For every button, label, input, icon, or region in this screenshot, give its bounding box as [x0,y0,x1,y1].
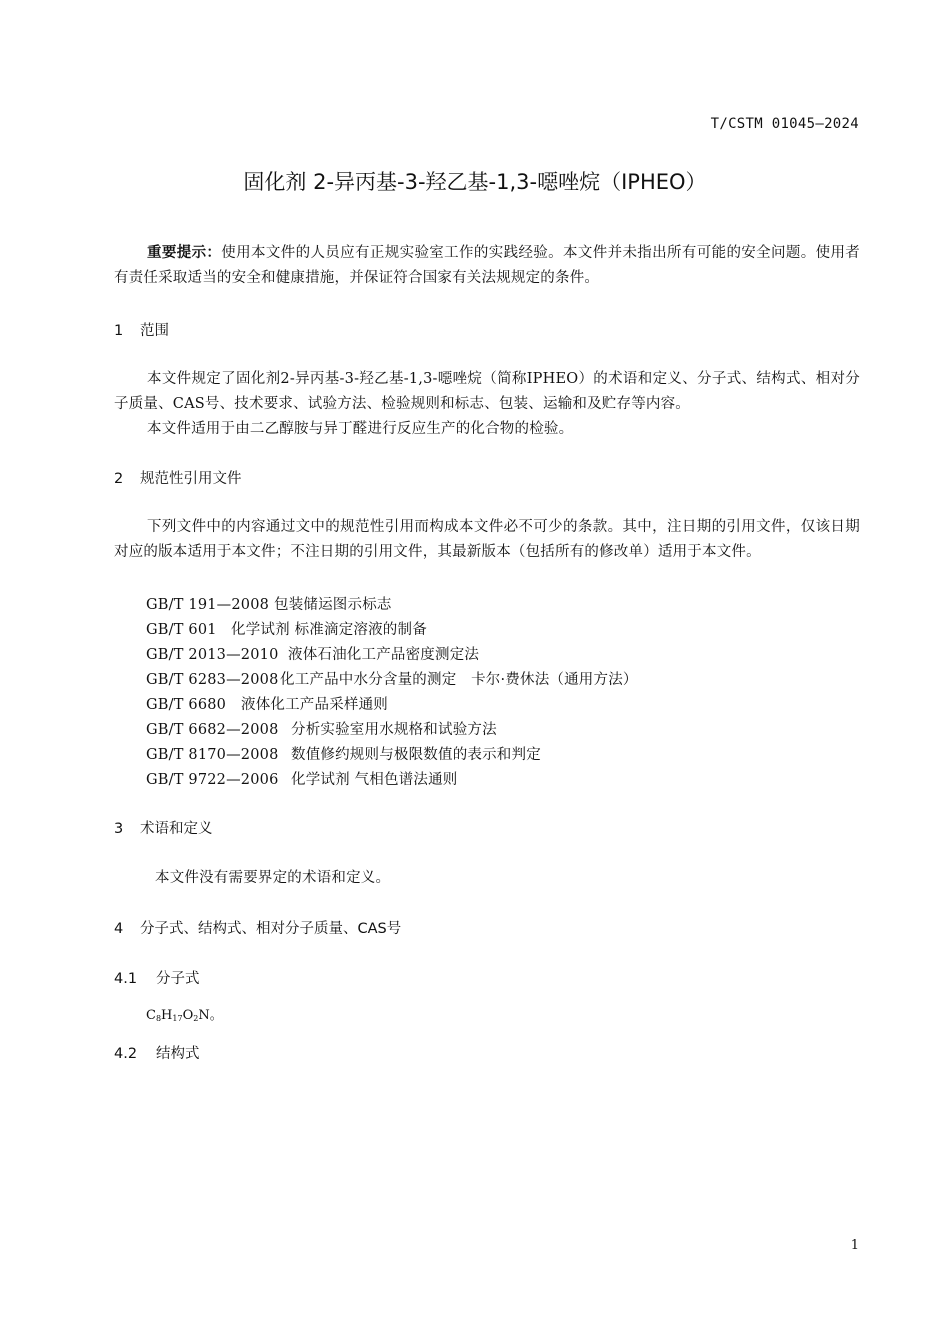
subsection-title: 分子式 [156,971,200,987]
subsection-number: 4.1 [114,971,138,987]
subsection-title: 结构式 [156,1046,200,1062]
safety-notice [114,241,860,291]
reference-name: 液体石油化工产品密度测定法 [288,647,480,663]
reference-code: GB/T 6682—2008 [146,722,279,738]
reference-name: 数值修约规则与极限数值的表示和判定 [291,747,541,763]
reference-code: GB/T 9722—2006 [146,772,279,788]
reference-item [146,768,458,789]
section-title: 规范性引用文件 [140,471,242,487]
reference-code: GB/T 191—2008 [146,597,270,613]
section-title: 术语和定义 [140,821,213,837]
reference-name: 包装储运图示标志 [274,597,392,613]
section-1-heading [114,319,169,340]
reference-item [146,693,388,714]
subsection-4-1-heading [114,967,200,988]
document-code: T/CSTM 01045—2024 [710,116,859,132]
section-4-heading [114,917,401,938]
terms-paragraph: 本文件没有需要界定的术语和定义。 [155,870,391,886]
reference-code: GB/T 601 [146,622,217,638]
reference-name: 分析实验室用水规格和试验方法 [291,722,497,738]
reference-name: 化工产品中水分含量的测定 卡尔·费休法（通用方法） [280,672,638,688]
reference-code: GB/T 2013—2010 [146,647,279,663]
scope-paragraph-1: 本文件规定了固化剂2-异丙基-3-羟乙基-1,3-噁唑烷（简称IPHEO）的术语和定义、分子式、结构式、相对分子质量、CAS号、技术要求、试验方法、检验规则和标志、包装、运输和及贮存等内容。 [114,371,860,412]
section-number: 4 [114,921,124,937]
section-title: 分子式、结构式、相对分子质量、CAS号 [140,921,402,937]
reference-item [146,743,541,764]
reference-name: 化学试剂 气相色谱法通则 [291,772,458,788]
notice-label: 重要提示： [147,245,222,261]
reference-code: GB/T 6680 [146,697,227,713]
section-title: 范围 [140,323,169,339]
reference-name: 液体化工产品采样通则 [241,697,388,713]
reference-name: 化学试剂 标准滴定溶液的制备 [231,622,427,638]
section-number: 3 [114,821,124,837]
section-2-heading [114,467,242,488]
references-intro: 下列文件中的内容通过文中的规范性引用而构成本文件必不可少的条款。其中，注日期的引用文件，仅该日期对应的版本适用于本文件；不注日期的引用文件，其最新版本（包括所有的修改单）适用于本文件。 [114,519,860,560]
page-number: 1 [850,1238,859,1253]
reference-item [146,718,497,739]
section-3-heading [114,817,213,838]
molecular-formula: $C_8H_{17}O_2N$。 [146,1008,223,1023]
reference-item [146,643,479,664]
notice-text: 使用本文件的人员应有正规实验室工作的实践经验。本文件并未指出所有可能的安全问题。使用者有责任采取适当的安全和健康措施，并保证符合国家有关法规规定的条件。 [114,245,860,286]
document-title: 固化剂 2-异丙基-3-羟乙基-1,3-噁唑烷（IPHEO） [243,170,707,194]
section-number: 2 [114,471,124,487]
reference-code: GB/T 6283—2008 [146,672,279,688]
reference-item [146,593,392,614]
section-number: 1 [114,323,124,339]
subsection-number: 4.2 [114,1046,138,1062]
subsection-4-2-heading [114,1042,200,1063]
reference-code: GB/T 8170—2008 [146,747,279,763]
scope-paragraph-2: 本文件适用于由二乙醇胺与异丁醛进行反应生产的化合物的检验。 [147,421,574,437]
reference-item [146,618,427,639]
reference-item [146,668,638,689]
